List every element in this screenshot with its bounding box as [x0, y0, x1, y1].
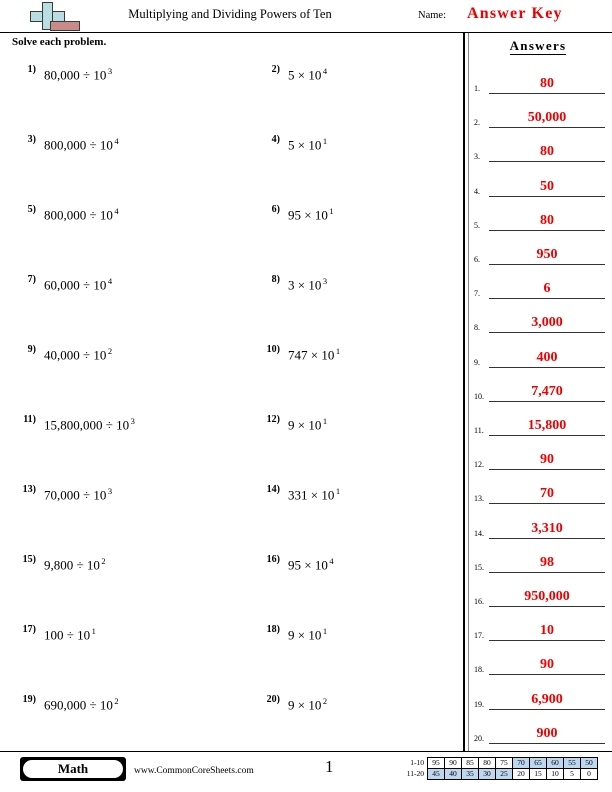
problem-base: 10	[308, 417, 322, 433]
problem-exponent: 1	[91, 626, 96, 636]
problem-operand: 15,800,000	[44, 417, 103, 433]
problem-operand: 800,000	[44, 137, 87, 153]
problem-operator: ÷	[63, 627, 78, 643]
answer-row	[474, 197, 608, 231]
problem-base: 10	[99, 207, 113, 223]
problem-expression	[44, 696, 119, 713]
problem-operand: 95	[288, 557, 301, 573]
problem-operand: 70,000	[44, 487, 80, 503]
grading-scale-row-label: 11-20	[406, 769, 424, 778]
problem-operand: 40,000	[44, 347, 80, 363]
problem-base: 10	[321, 487, 335, 503]
problem-operator: ÷	[86, 137, 100, 153]
problem-expression	[288, 696, 327, 713]
answer-value: 900	[536, 725, 558, 741]
problem-number: 20)	[266, 694, 280, 705]
problem-operand: 80,000	[44, 67, 80, 83]
problem-number: 18)	[266, 624, 280, 635]
instructions-text: Solve each problem.	[12, 36, 107, 48]
grading-scale-cell: 70	[513, 758, 530, 769]
answer-value: 50	[540, 178, 554, 194]
page-header	[0, 0, 612, 34]
problem-base: 10	[77, 627, 91, 643]
problem-operator: ÷	[86, 207, 100, 223]
answer-number: 13.	[474, 494, 484, 504]
grading-scale-cell: 30	[479, 769, 496, 780]
problem-operator: ×	[294, 697, 309, 713]
grading-scale-cell: 25	[496, 769, 513, 780]
problem-exponent: 2	[107, 346, 113, 356]
answer-number: 18.	[474, 665, 484, 675]
answer-number: 1.	[474, 84, 480, 93]
answer-number: 10.	[474, 391, 484, 401]
problem-expression	[44, 556, 106, 573]
answer-value: 80	[540, 144, 554, 160]
answer-number: 15.	[474, 562, 484, 572]
answer-row	[474, 334, 608, 368]
answers-heading-text: Answers	[509, 38, 567, 53]
answer-number: 7.	[474, 289, 480, 299]
problem-operand: 9	[288, 627, 295, 643]
problem-number: 7)	[27, 274, 36, 285]
problem-base: 10	[308, 627, 322, 643]
problem-operand: 9	[288, 697, 295, 713]
problem-operator: ×	[294, 137, 309, 153]
answer-row	[474, 436, 608, 470]
problem-item	[14, 133, 244, 159]
problem-base: 10	[314, 557, 328, 573]
problem-expression	[44, 416, 135, 433]
problem-operator: ÷	[86, 697, 100, 713]
problem-base: 10	[93, 277, 107, 293]
answer-key-stamp: Answer Key	[467, 5, 563, 22]
subject-badge-label: Math	[23, 760, 123, 778]
problem-item	[258, 273, 458, 299]
problem-number: 14)	[266, 484, 280, 495]
name-field-label: Name:	[418, 10, 446, 21]
answer-row	[474, 402, 608, 436]
problem-number: 1)	[27, 64, 36, 75]
answer-panel-divider-thick	[463, 33, 465, 751]
grading-scale-cell: 60	[547, 758, 564, 769]
problem-operator: ×	[294, 277, 309, 293]
problem-item	[14, 553, 244, 579]
problem-base: 10	[314, 207, 328, 223]
answer-row	[474, 128, 608, 162]
problem-operator: ×	[294, 627, 309, 643]
problem-expression	[44, 276, 112, 293]
problem-operator: ÷	[79, 277, 94, 293]
answer-number: 17.	[474, 631, 484, 641]
footer-divider	[0, 751, 612, 752]
grading-scale-cell: 90	[445, 758, 462, 769]
grading-scale-cell: 35	[462, 769, 479, 780]
problem-operand: 60,000	[44, 277, 80, 293]
problem-number: 6)	[271, 204, 280, 215]
page-number: 1	[325, 757, 334, 776]
grading-scale-cell: 95	[428, 758, 445, 769]
problem-expression	[288, 626, 327, 643]
problem-operand: 9,800	[44, 557, 74, 573]
problem-exponent: 4	[322, 66, 328, 76]
answer-value: 70	[540, 486, 554, 502]
answer-row	[474, 710, 608, 744]
problem-expression	[44, 206, 119, 223]
answer-value: 90	[540, 657, 554, 673]
problem-list	[0, 55, 458, 745]
problem-expression	[288, 486, 340, 503]
grading-scale-row	[400, 758, 598, 769]
answer-underline	[489, 743, 605, 744]
answer-value: 6	[543, 281, 551, 297]
problem-operator: ×	[307, 347, 322, 363]
answer-row	[474, 231, 608, 265]
problem-expression	[288, 276, 327, 293]
problem-expression	[288, 136, 327, 153]
problem-item	[258, 623, 458, 649]
problem-operand: 100	[44, 627, 64, 643]
answers-panel	[470, 33, 612, 751]
answer-row	[474, 641, 608, 675]
answer-row	[474, 60, 608, 94]
grading-scale-cell: 10	[547, 769, 564, 780]
grading-scale-cell: 75	[496, 758, 513, 769]
problem-operator: ×	[294, 67, 309, 83]
problem-expression	[288, 556, 334, 573]
problem-base: 10	[321, 347, 335, 363]
problem-number: 13)	[22, 484, 36, 495]
problem-item	[258, 413, 458, 439]
answer-value: 400	[536, 349, 558, 365]
problem-operand: 747	[288, 347, 308, 363]
problem-exponent: 3	[107, 66, 113, 76]
answer-row	[474, 573, 608, 607]
problem-base: 10	[93, 347, 107, 363]
answer-number: 4.	[474, 186, 480, 196]
problem-base: 10	[116, 417, 130, 433]
page-title: Multiplying and Dividing Powers of Ten	[128, 7, 332, 21]
problem-operator: ÷	[79, 487, 94, 503]
answer-number: 12.	[474, 460, 484, 470]
problem-number: 10)	[266, 344, 280, 355]
problem-operand: 5	[288, 67, 295, 83]
problem-item	[258, 553, 458, 579]
answer-number: 5.	[474, 220, 480, 230]
problem-operator: ×	[301, 207, 315, 223]
grading-scale-cell: 5	[564, 769, 581, 780]
problem-expression	[288, 346, 340, 363]
problem-expression	[288, 66, 327, 83]
grading-scale-cell: 15	[530, 769, 547, 780]
problem-item	[14, 623, 244, 649]
answer-number: 2.	[474, 118, 480, 128]
problem-item	[14, 483, 244, 509]
problem-operand: 800,000	[44, 207, 87, 223]
answer-value: 7,470	[531, 383, 563, 399]
problem-number: 19)	[22, 694, 36, 705]
problem-operator: ÷	[102, 417, 117, 433]
problem-number: 9)	[27, 344, 36, 355]
problem-item	[258, 693, 458, 719]
problem-operator: ÷	[79, 347, 94, 363]
grading-scale-cell: 40	[445, 769, 462, 780]
problem-base: 10	[99, 137, 113, 153]
problem-expression	[44, 486, 112, 503]
answer-value: 3,000	[531, 315, 563, 331]
problem-item	[258, 343, 458, 369]
problem-item	[258, 203, 458, 229]
problem-number: 12)	[266, 414, 280, 425]
problem-exponent: 1	[335, 346, 341, 356]
answers-heading	[470, 38, 606, 54]
grading-scale-row-label: 1-10	[410, 758, 424, 767]
problem-exponent: 1	[322, 626, 328, 636]
problem-number: 11)	[23, 414, 36, 425]
problem-item	[258, 483, 458, 509]
problem-operand: 95	[288, 207, 301, 223]
problem-exponent: 4	[329, 556, 334, 566]
problem-exponent: 4	[114, 206, 119, 216]
grading-scale-cell: 65	[530, 758, 547, 769]
problem-number: 15)	[22, 554, 36, 565]
problem-number: 5)	[27, 204, 36, 215]
problem-item	[258, 133, 458, 159]
answer-number: 19.	[474, 699, 484, 709]
subject-badge	[20, 757, 126, 781]
problem-exponent: 2	[322, 696, 328, 706]
answer-value: 80	[540, 76, 554, 91]
answer-panel-divider-thin	[468, 33, 469, 751]
answer-value: 950	[536, 247, 558, 262]
answer-row	[474, 505, 608, 539]
problem-operand: 331	[288, 487, 308, 503]
problem-number: 8)	[271, 274, 280, 285]
grading-scale-table	[400, 757, 598, 780]
grading-scale-cell: 85	[462, 758, 479, 769]
answer-row	[474, 163, 608, 197]
problem-item	[14, 343, 244, 369]
answer-value: 90	[540, 452, 554, 468]
problem-expression	[44, 626, 96, 643]
problem-operand: 9	[288, 417, 295, 433]
website-url: www.CommonCoreSheets.com	[134, 766, 254, 776]
problem-number: 2)	[271, 64, 280, 75]
grading-scale-cell: 50	[581, 758, 598, 769]
problem-item	[14, 203, 244, 229]
problem-number: 17)	[22, 624, 36, 635]
problem-number: 16)	[266, 554, 280, 565]
grading-scale-cell: 0	[581, 769, 598, 780]
answer-value: 3,310	[531, 520, 563, 536]
problem-operand: 5	[288, 137, 295, 153]
answer-row	[474, 94, 608, 128]
problem-base: 10	[99, 697, 113, 713]
problem-base: 10	[93, 67, 107, 83]
answer-row	[474, 539, 608, 573]
problem-base: 10	[308, 67, 322, 83]
grading-scale-cell: 20	[513, 769, 530, 780]
problem-exponent: 1	[322, 416, 328, 426]
problem-operator: ×	[301, 557, 315, 573]
problem-base: 10	[308, 697, 322, 713]
answer-number: 3.	[474, 152, 480, 162]
answer-row	[474, 265, 608, 299]
problem-operator: ÷	[73, 557, 87, 573]
problem-expression	[288, 416, 327, 433]
answer-value: 950,000	[524, 589, 570, 604]
answer-number: 14.	[474, 528, 484, 538]
grading-scale-row	[400, 769, 598, 780]
logo-minus-bar	[50, 21, 80, 31]
problem-operand: 3	[288, 277, 295, 293]
problem-item	[14, 63, 244, 89]
answer-value: 6,900	[531, 691, 563, 707]
problem-operand: 690,000	[44, 697, 87, 713]
answer-value: 80	[540, 212, 554, 228]
problem-exponent: 3	[322, 276, 328, 286]
problem-exponent: 3	[107, 486, 113, 496]
answer-row	[474, 676, 608, 710]
problem-exponent: 2	[101, 556, 106, 566]
problem-operator: ÷	[79, 67, 94, 83]
answer-value: 15,800	[527, 418, 567, 433]
answer-value: 98	[540, 554, 554, 570]
problem-item	[258, 63, 458, 89]
problem-base: 10	[308, 277, 322, 293]
problem-exponent: 4	[107, 276, 113, 286]
problem-expression	[44, 66, 112, 83]
problem-expression	[288, 206, 334, 223]
problem-item	[14, 693, 244, 719]
answer-number: 6.	[474, 255, 480, 264]
answer-number: 9.	[474, 357, 480, 367]
problem-exponent: 1	[322, 136, 328, 146]
problem-expression	[44, 346, 112, 363]
problem-base: 10	[308, 137, 322, 153]
answer-number: 11.	[474, 426, 484, 435]
answer-row	[474, 299, 608, 333]
problem-base: 10	[86, 557, 100, 573]
grading-scale-cell: 55	[564, 758, 581, 769]
answer-number: 8.	[474, 323, 480, 333]
grading-scale-cell: 45	[428, 769, 445, 780]
answer-row	[474, 607, 608, 641]
answer-value: 50,000	[527, 110, 567, 126]
problem-number: 4)	[271, 134, 280, 145]
problem-exponent: 2	[114, 696, 119, 706]
answer-row	[474, 368, 608, 402]
problem-number: 3)	[27, 134, 36, 145]
problem-item	[14, 273, 244, 299]
problem-operator: ×	[307, 487, 322, 503]
problem-exponent: 4	[114, 136, 119, 146]
answer-row	[474, 470, 608, 504]
answer-number: 16.	[474, 597, 484, 606]
problem-base: 10	[93, 487, 107, 503]
problem-exponent: 1	[329, 206, 334, 216]
answer-number: 20.	[474, 733, 484, 743]
grading-scale-cell: 80	[479, 758, 496, 769]
problem-exponent: 1	[335, 486, 341, 496]
problem-item	[14, 413, 244, 439]
answer-value: 10	[540, 623, 554, 639]
problem-exponent: 3	[130, 416, 135, 426]
problem-expression	[44, 136, 119, 153]
problem-operator: ×	[294, 417, 309, 433]
